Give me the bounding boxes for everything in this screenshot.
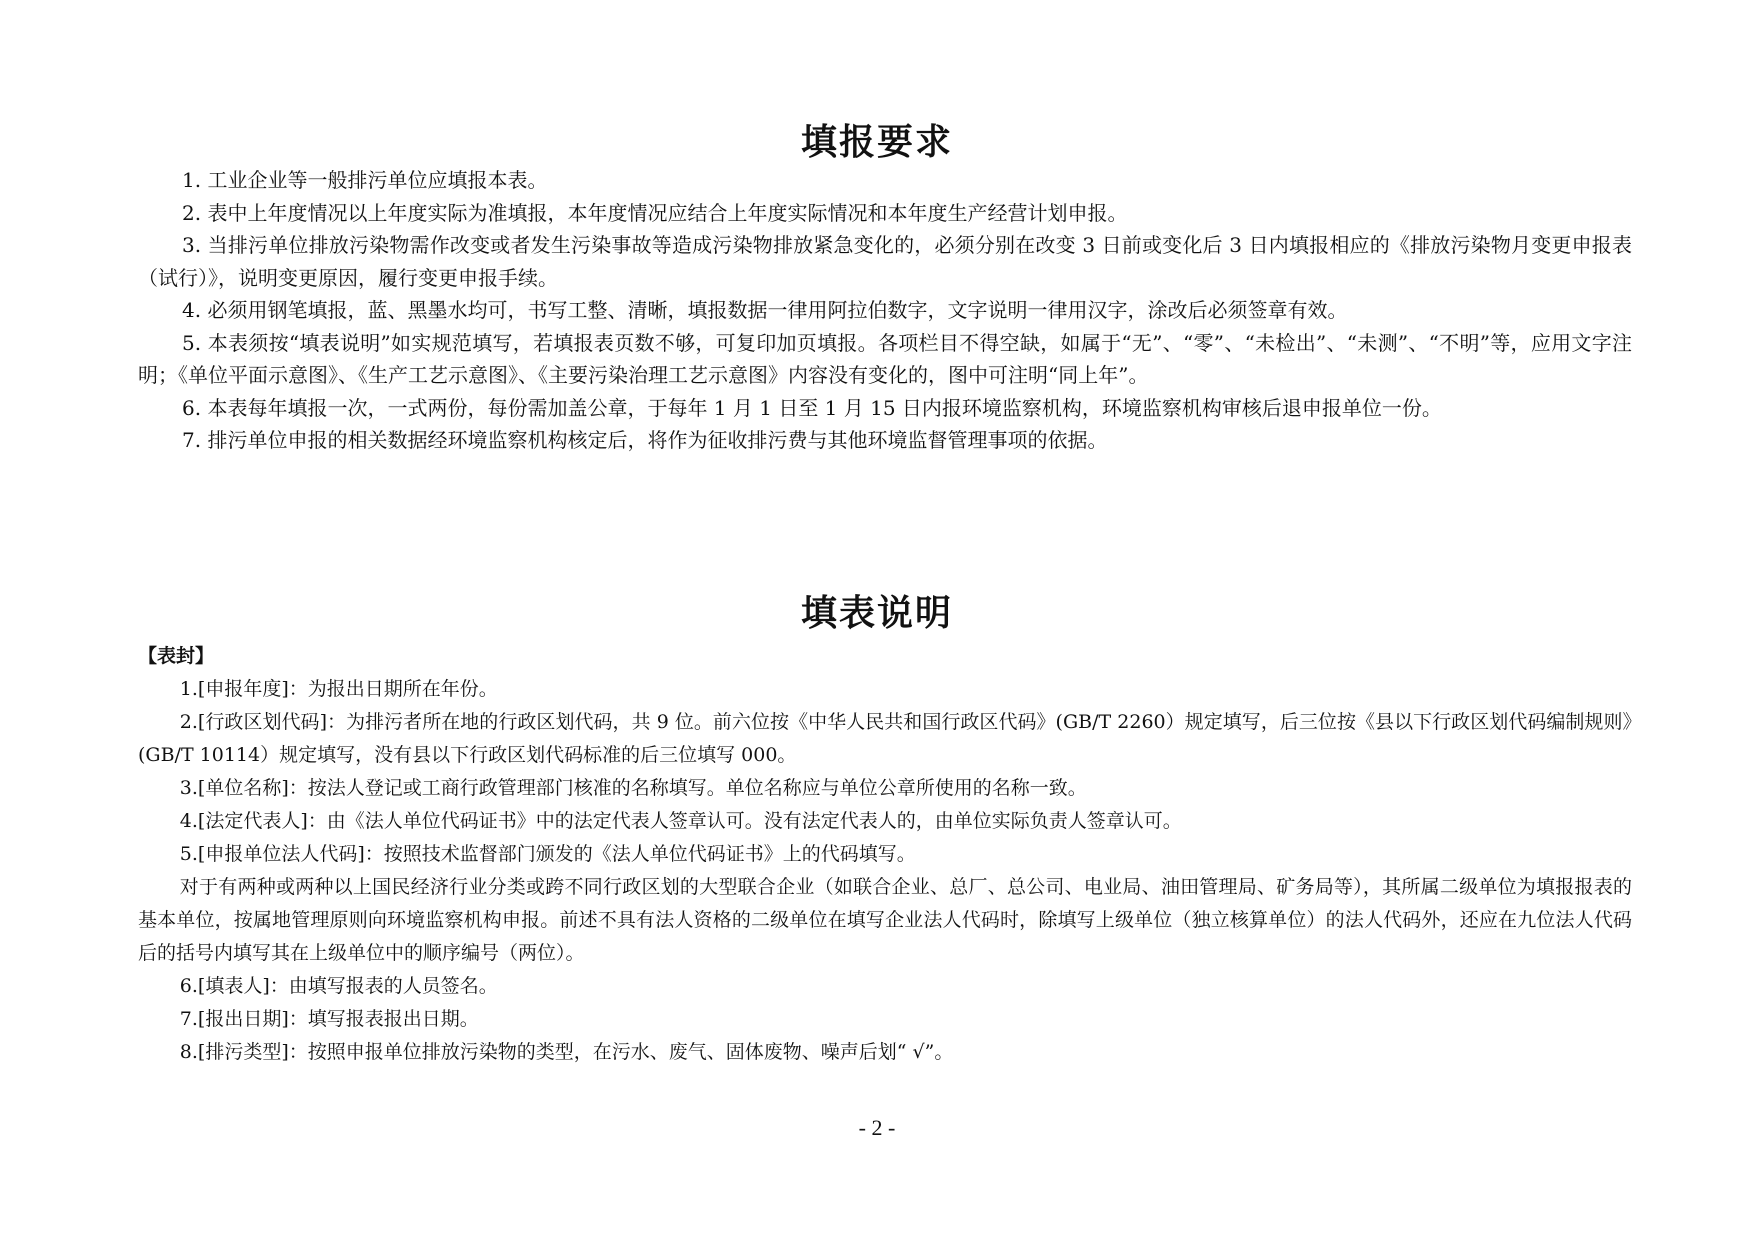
- requirements-title: 填报要求: [800, 122, 953, 163]
- instruction-item-6: 6.[填表人]：由填写报表的人员签名。: [179, 975, 498, 997]
- requirement-item-5: 5. 本表须按“填表说明”如实规范填写，若填报表页数不够，可复印加页填报。各项栏目不得空缺，如属于“无”、“零”、“未检出”、“未测”、“不明”等，应用文字注明；《单位平面示意图》、《生产工艺示意图》、《主要污染治理工艺示意图》内容没有变化的，图中可注明“同上年”。: [138, 330, 1632, 387]
- instruction-note-paragraph: 对于有两种或两种以上国民经济行业分类或跨不同行政区划的大型联合企业（如联合企业、总厂、总公司、电业局、油田管理局、矿务局等），其所属二级单位为填报报表的基本单位，按属地管理原则向环境监察机构申报。前述不具有法人资格的二级单位在填写企业法人代码时，除填写上级单位（独立核算单位）的法人代码外，还应在九位法人代码后的括号内填写其在上级单位中的顺序编号（两位）。: [138, 876, 1632, 964]
- instruction-item-1: 1.[申报年度]：为报出日期所在年份。: [179, 678, 498, 700]
- requirement-item-6: 6. 本表每年填报一次，一式两份，每份需加盖公章，于每年 1 月 1 日至 1 月 15 日内报环境监察机构，环境监察机构审核后退申报单位一份。: [182, 395, 1442, 420]
- instructions-list: [138, 640, 1632, 1069]
- requirement-item-3: 3. 当排污单位排放污染物需作改变或者发生污染事故等造成污染物排放紧急变化的，必须分别在改变 3 日前或变化后 3 日内填报相应的《排放污染物月变更申报表（试行）》，说明变更原因，履行变更申报手续。: [138, 233, 1632, 290]
- instruction-item-5: 5.[申报单位法人代码]：按照技术监督部门颁发的《法人单位代码证书》上的代码填写。: [179, 843, 916, 865]
- instruction-item-8: 8.[排污类型]：按照申报单位排放污染物的类型，在污水、废气、固体废物、噪声后划“ √”。: [179, 1041, 954, 1063]
- requirement-item-7: 7. 排污单位申报的相关数据经环境监察机构核定后，将作为征收排污费与其他环境监督管理事项的依据。: [182, 428, 1108, 452]
- requirement-item-4: 4. 必须用钢笔填报，蓝、黑墨水均可，书写工整、清晰，填报数据一律用阿拉伯数字，文字说明一律用汉字，涂改后必须签章有效。: [182, 298, 1348, 322]
- instruction-item-3: 3.[单位名称]：按法人登记或工商行政管理部门核准的名称填写。单位名称应与单位公章所使用的名称一致。: [179, 777, 1087, 799]
- requirements-list: [138, 164, 1632, 457]
- instruction-item-4: 4.[法定代表人]：由《法人单位代码证书》中的法定代表人签章认可。没有法定代表人的，由单位实际负责人签章认可。: [179, 810, 1182, 832]
- requirement-item-1: 1. 工业企业等一般排污单位应填报本表。: [182, 168, 548, 192]
- instruction-item-7: 7.[报出日期]：填写报表报出日期。: [179, 1008, 479, 1030]
- cover-section-label: 【表封】: [138, 645, 215, 667]
- instructions-title: 填表说明: [800, 593, 953, 634]
- page-number: - 2 -: [858, 1115, 896, 1140]
- requirement-item-2: 2. 表中上年度情况以上年度实际为准填报，本年度情况应结合上年度实际情况和本年度生产经营计划申报。: [182, 200, 1128, 225]
- instruction-item-2: 2.[行政区划代码]：为排污者所在地的行政区划代码，共 9 位。前六位按《中华人民共和国行政区代码》(GB/T 2260）规定填写，后三位按《县以下行政区划代码编制规则》(GB/T 10114）规定填写，没有县以下行政区划代码标准的后三位填写 000。: [138, 711, 1632, 766]
